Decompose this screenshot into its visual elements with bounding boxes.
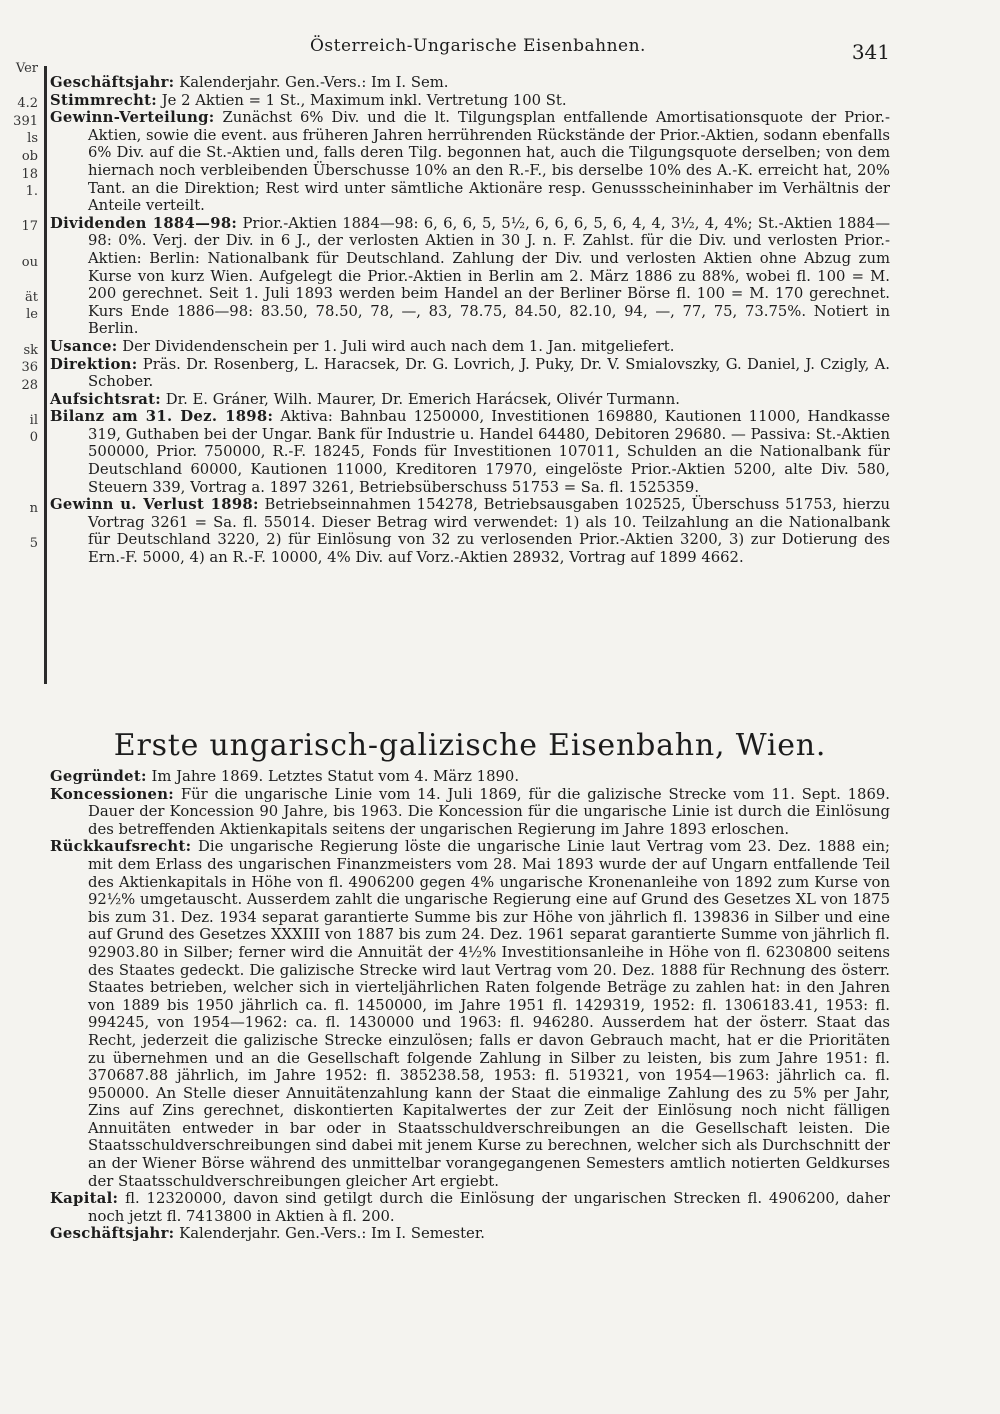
entry-text: fl. 12320000, davon sind getilgt durch die Einlösung der ungarischen Strecken fl. 4906200, daher noch jetzt fl. 7413800 in Aktien à fl. 200.	[88, 1190, 890, 1225]
margin-fragment: il	[29, 412, 38, 428]
entry-direktion	[50, 356, 890, 391]
section-heading: Erste ungarisch-galizische Eisenbahn, Wien.	[113, 728, 827, 763]
entry-label: Gegründet:	[50, 768, 147, 785]
entry-text: Aktiva: Bahnbau 1250000, Investitionen 169880, Kautionen 11000, Handkasse 319, Guthaben bei der Ungar. Bank für Industrie u. Handel 64480, Debitoren 29680. — Passiva: St.-Aktien 500000, Prior. 750000, R.-F. 18245, Fonds für Investitionen 107011, Schulden an die Nationalbank für Deutschland 60000, Kautionen 11000, Kreditoren 17970, eingelöste Prior.-Aktien 5200, alte Div. 580, Steuern 339, Vortrag a. 1897 3261, Betriebsüberschuss 51753 = Sa. fl. 1525359.	[88, 408, 890, 496]
entry-text: Im Jahre 1869. Letztes Statut vom 4. März 1890.	[146, 768, 520, 785]
margin-fragment: 18	[21, 166, 38, 182]
entry-gegruendet	[50, 768, 890, 786]
margin-fragment: ls	[27, 131, 38, 147]
entry-gewinn-verlust	[50, 496, 890, 566]
entry-label: Direktion:	[50, 355, 138, 373]
entry-label: Geschäftsjahr:	[50, 74, 175, 91]
margin-fragment	[0, 482, 44, 500]
entry-label: Gewinn-Verteilung:	[50, 109, 215, 127]
margin-rule	[44, 66, 47, 684]
margin-fragment	[0, 517, 44, 535]
top-entries	[50, 74, 890, 567]
entry-label: Usance:	[50, 337, 118, 355]
margin-fragment: ob	[21, 148, 38, 164]
margin-fragment: Ver	[15, 61, 38, 76]
margin-fragment: 28	[21, 377, 38, 393]
entry-text: Präs. Dr. Rosenberg, L. Haracsek, Dr. G. Lovrich, J. Puky, Dr. V. Smialovszky, G. Daniel, J. Czigly, A. Schober.	[88, 355, 890, 391]
margin-fragment	[0, 236, 44, 254]
entry-text: Prior.-Aktien 1884—98: 6, 6, 6, 5, 5½, 6, 6, 6, 5, 6, 4, 4, 3½, 4, 4%; St.-Aktien 1884—98: 0%. Verj. der Div. in 6 J., der verlosten Aktien in 30 J. n. F. Zahlst. für die Div. und verlosten Prior.-Aktien: Berlin: Nationalbank für Deutschland. Zahlung der Div. und verlosten Aktien ohne Abzug zum Kurse von kurz Wien. Aufgelegt die Prior.-Aktien in Berlin am 2. März 1886 zu 88%, wobei fl. 100 = M. 200 gerechnet. Seit 1. Juli 1893 werden beim Handel an der Berliner Börse fl. 100 = M. 170 gerechnet. Kurs Ende 1886—98: 83.50, 78.50, 78, —, 83, 78.75, 84.50, 82.10, 94, —, 77, 75, 73.75%. Notiert in Berlin.	[88, 214, 890, 338]
margin-fragment: 391	[13, 113, 38, 129]
entry-label: Rückkaufsrecht:	[50, 838, 192, 856]
margin-fragment: 17	[21, 219, 38, 235]
entry-kapital	[50, 1190, 890, 1225]
margin-fragment	[0, 394, 44, 412]
entry-gewinn-verteilung	[50, 109, 890, 215]
margin-fragment: 0	[29, 430, 38, 446]
margin-fragment: 36	[21, 360, 38, 376]
entry-label: Geschäftsjahr:	[50, 1225, 175, 1243]
margin-fragment: 1.	[25, 184, 38, 200]
margin-fragment: 4.2	[17, 96, 38, 112]
margin-fragment: ou	[21, 254, 38, 270]
entry-text: Betriebseinnahmen 154278, Betriebsausgaben 102525, Überschuss 51753, hierzu Vortrag 3261 = Sa. fl. 55014. Dieser Betrag wird verwendet: 1) als 10. Teilzahlung an die Nationalbank für Deutschland 3220, 2) für Einlösung von 32 zu verlosenden Prior.-Aktien 3200, 3) zur Dotierung des Ern.-F. 5000, 4) an R.-F. 10000, 4% Div. auf Vorz.-Aktien 28932, Vortrag auf 1899 4662.	[88, 496, 890, 567]
entry-geschaeftsjahr-2	[50, 1225, 890, 1243]
margin-fragment	[0, 465, 44, 483]
entry-text: Kalenderjahr. Gen.-Vers.: Im I. Sem.	[174, 74, 449, 91]
entry-label: Kapital:	[50, 1190, 119, 1208]
margin-fragment	[0, 201, 44, 219]
entry-usance	[50, 338, 890, 356]
entry-label: Dividenden 1884—98:	[50, 214, 238, 232]
adjacent-page-margin	[0, 60, 44, 680]
entry-text: Kalenderjahr. Gen.-Vers.: Im I. Semester.	[174, 1225, 485, 1243]
entry-text: Der Dividendenschein per 1. Juli wird auch nach dem 1. Jan. mitgeliefert.	[117, 337, 675, 355]
entry-text: Zunächst 6% Div. und die lt. Tilgungsplan entfallende Amortisationsquote der Prior.-Aktien, sowie die event. aus früheren Jahren herrührenden Rückstände der Prior.-Aktien, sodann ebenfalls 6% Div. auf die St.-Aktien und, falls deren Tilg. begonnen hat, auch die Tilgungsquote derselben; von dem hiernach noch verbleibenden Überschusse 10% an den R.-F., bis derselbe 10% des A.-K. erreicht hat, 20% Tant. an die Direktion; Rest wird unter sämtliche Aktionäre resp. Genussscheininhaber im Verhältnis der Anteile verteilt.	[88, 109, 890, 215]
entry-text: Dr. E. Gráner, Wilh. Maurer, Dr. Emerich Harácsek, Olivér Turmann.	[161, 390, 680, 408]
margin-fragment	[0, 271, 44, 289]
entry-rueckkaufsrecht	[50, 838, 890, 1190]
entry-text: Die ungarische Regierung löste die ungarische Linie laut Vertrag vom 23. Dez. 1888 ein; mit dem Erlass des ungarischen Finanzmeisters vom 28. Mai 1893 wurde der auf Ungarn entfallende Teil des Aktienkapitals in Höhe von fl. 4906200 gegen 4% ungarische Kronenanleihe von 1892 zum Kurse von 92½% umgetauscht. Ausserdem zahlt die ungarische Regierung eine auf Grund des Gesetzes XL von 1875 bis zum 31. Dez. 1934 separat garantierte Summe bis zur Höhe von jährlich fl. 139836 in Silber und eine auf Grund des Gesetzes XXXIII von 1887 bis zum 24. Dez. 1961 separat garantierte Summe von jährlich fl. 92903.80 in Silber; ferner wird die Annuität der 4½% Investitionsanleihe in Höhe von fl. 6230800 seitens des Staates gedeckt. Die galizische Strecke wird laut Vertrag vom 20. Dez. 1888 für Rechnung des österr. Staates betrieben, welcher sich in vierteljährlichen Raten folgende Beträge zu zahlen hat: in den Jahren von 1889 bis 1950 jährlich ca. fl. 1450000, im Jahre 1951 fl. 1429319, 1952: fl. 1306183.41, 1953: fl. 994245, von 1954—1962: ca. fl. 1430000 und 1963: fl. 946280. Ausserdem hat der österr. Staat das Recht, jederzeit die galizische Strecke einzulösen; falls er davon Gebrauch macht, hat er die Prioritäten zu übernehmen und an die Gesellschaft folgende Zahlung in Silber zu leisten, bis zum Jahre 1951: fl. 370687.88 jährlich, im Jahre 1952: fl. 385238.58, 1953: fl. 519321, von 1954—1963: jährlich ca. fl. 950000. An Stelle dieser Annuitätenzahlung kann der Staat die einmalige Zahlung des zu 5% per Jahr, Zins auf Zins gerechnet, diskontierten Kapitalwertes der zur Zeit der Einlösung noch nicht fälligen Annuitäten entweder in bar oder in Staatsschuldverschreibungen an die Gesellschaft leisten. Die Staatsschuldverschreibungen sind dabei mit jenem Kurse zu berechnen, welcher sich als Durchschnitt der an der Wiener Börse während des unmittelbar vorangegangenen Semesters amtlich notierten Geldkurses der Staatsschuldverschreibungen gleicher Art ergiebt.	[88, 838, 890, 1190]
margin-fragment: 5	[29, 536, 38, 552]
entry-bilanz	[50, 408, 890, 496]
entry-label: Gewinn u. Verlust 1898:	[50, 496, 259, 514]
entry-dividenden	[50, 215, 890, 338]
margin-fragment	[0, 78, 44, 96]
margin-fragment: ät	[25, 289, 38, 305]
entry-label: Bilanz am 31. Dez. 1898:	[50, 408, 274, 426]
running-title: Österreich-Ungarische Eisenbahnen.	[310, 36, 646, 56]
entry-label: Stimmrecht:	[50, 91, 158, 109]
entry-aufsichtsrat	[50, 391, 890, 409]
margin-fragment: sk	[23, 342, 38, 358]
entry-label: Koncessionen:	[50, 785, 175, 803]
margin-fragment: n	[29, 500, 38, 516]
bottom-entries	[50, 768, 890, 1243]
margin-fragment: le	[26, 307, 38, 323]
page-number: 341	[851, 40, 890, 64]
entry-geschaeftsjahr	[50, 74, 890, 92]
entry-stimmrecht	[50, 92, 890, 110]
margin-fragment	[0, 324, 44, 342]
entry-koncessionen	[50, 786, 890, 839]
entry-label: Aufsichtsrat:	[50, 390, 162, 408]
margin-fragment	[0, 447, 44, 465]
entry-text: Je 2 Aktien = 1 St., Maximum inkl. Vertretung 100 St.	[157, 91, 567, 109]
entry-text: Für die ungarische Linie vom 14. Juli 1869, für die galizische Strecke vom 11. Sept. 1869. Dauer der Koncession 90 Jahre, bis 1963. Die Koncession für die ungarische Linie ist durch die Einlösung des betreffenden Aktienkapitals seitens der ungarischen Regierung im Jahre 1893 erloschen.	[88, 785, 890, 838]
